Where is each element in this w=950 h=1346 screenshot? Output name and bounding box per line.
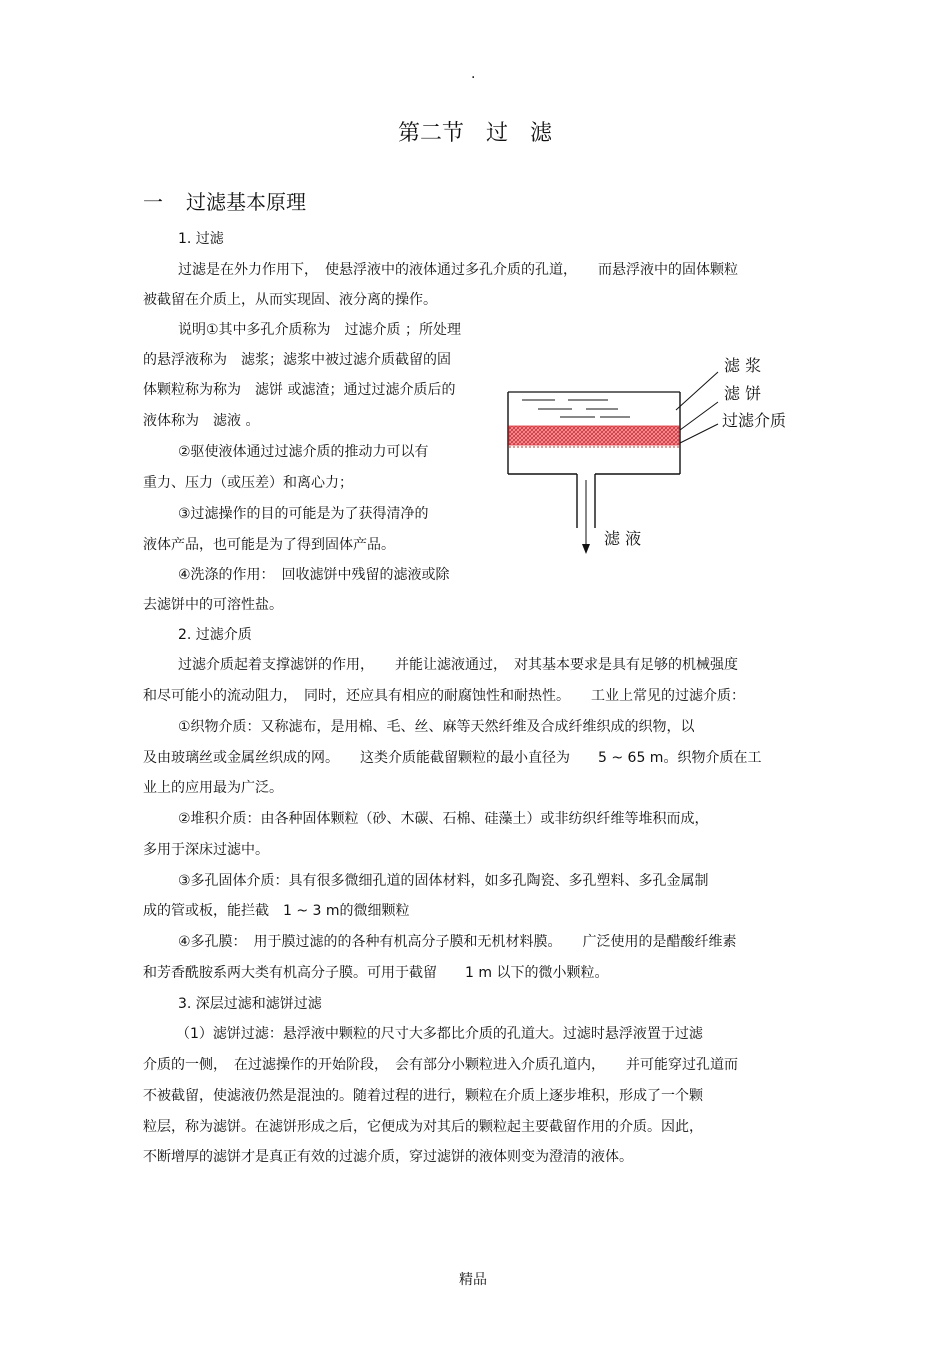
paragraph-line: 不断增厚的滤饼才是真正有效的过滤介质，穿过滤饼的液体则变为澄清的液体。 [143, 1149, 633, 1165]
subsection-heading-2: 2. 过滤介质 [178, 627, 252, 643]
paragraph-line: 及由玻璃丝或金属丝织成的网。 这类介质能截留颗粒的最小直径为 5 ~ 65 m。织物介质在工 [143, 750, 762, 766]
vessel-walls [508, 392, 680, 528]
filtrate-arrow [582, 480, 590, 554]
note-line: ②驱使液体通过过滤介质的推动力可以有 [178, 444, 429, 460]
section-number: 一 [143, 190, 163, 214]
paragraph-line: 过滤介质起着支撑滤饼的作用， 并能让滤液通过， 对其基本要求是具有足够的机械强度 [178, 657, 738, 673]
header-mark: . [471, 66, 476, 82]
paragraph-line: ②堆积介质：由各种固体颗粒（砂、木碳、石棉、硅藻土）或非纺织纤维等堆积而成， [178, 811, 709, 827]
label-filtrate: 滤 液 [604, 529, 642, 548]
paragraph-line: 被截留在介质上，从而实现固、液分离的操作。 [143, 292, 437, 308]
paragraph-line: （1）滤饼过滤：悬浮液中颗粒的尺寸大多都比介质的孔道大。过滤时悬浮液置于过滤 [176, 1026, 703, 1042]
note-line: 体颗粒称为称为 滤饼 或滤渣；通过过滤介质后的 [143, 382, 456, 398]
paragraph-line: 粒层，称为滤饼。在滤饼形成之后，它便成为对其后的颗粒起主要截留作用的介质。因此， [143, 1119, 703, 1135]
paragraph-line: 和尽可能小的流动阻力， 同时，还应具有相应的耐腐蚀性和耐热性。 工业上常见的过滤介质： [143, 688, 745, 704]
label-filter-cake: 滤 饼 [724, 384, 762, 403]
label-slurry: 滤 浆 [724, 356, 762, 375]
leader-lines [676, 372, 718, 443]
note-line: ③过滤操作的目的可能是为了获得清净的 [178, 506, 429, 522]
label-filter-medium: 过滤介质 [722, 411, 787, 430]
page-footer: 精品 [459, 1272, 487, 1288]
page-title: 第二节 过 滤 [397, 121, 552, 146]
note-line: 液体称为 滤液 。 [143, 413, 260, 429]
slurry-liquid [522, 400, 630, 417]
paragraph-line: 介质的一侧， 在过滤操作的开始阶段， 会有部分小颗粒进入介质孔道内， 并可能穿过孔道而 [143, 1057, 738, 1073]
paragraph-line: ③多孔固体介质：具有很多微细孔道的固体材料，如多孔陶瓷、多孔塑料、多孔金属制 [178, 873, 709, 889]
note-line: 去滤饼中的可溶性盐。 [143, 597, 283, 613]
paragraph-line: ①织物介质：又称滤布，是用棉、毛、丝、麻等天然纤维及合成纤维织成的织物，以 [178, 719, 695, 735]
note-line: ④洗涤的作用： 回收滤饼中残留的滤液或除 [178, 567, 450, 583]
paragraph-line: 不被截留，使滤液仍然是混浊的。随着过程的进行，颗粒在介质上逐步堆积，形成了一个颗 [143, 1088, 703, 1104]
note-line: 重力、压力（或压差）和离心力； [143, 475, 353, 491]
paragraph-line: ④多孔膜： 用于膜过滤的的各种有机高分子膜和无机材料膜。 广泛使用的是醋酸纤维素 [178, 934, 737, 950]
paragraph-line: 成的管或板，能拦截 1 ~ 3 m的微细颗粒 [143, 903, 410, 919]
paragraph-line: 多用于深床过滤中。 [143, 842, 269, 858]
subsection-heading-1: 1. 过滤 [178, 231, 224, 247]
paragraph-line: 业上的应用最为广泛。 [143, 780, 283, 796]
paragraph-line: 过滤是在外力作用下， 使悬浮液中的液体通过多孔介质的孔道， 而悬浮液中的固体颗粒 [178, 262, 738, 278]
note-line: 说明①其中多孔介质称为 过滤介质 ；所处理 [178, 322, 461, 338]
subsection-heading-3: 3. 深层过滤和滤饼过滤 [178, 996, 322, 1012]
paragraph-line: 和芳香酰胺系两大类有机高分子膜。可用于截留 1 m 以下的微小颗粒。 [143, 965, 609, 981]
section-title: 过滤基本原理 [186, 190, 306, 214]
filter-cake-layer [509, 426, 679, 445]
note-line: 的悬浮液称为 滤浆；滤浆中被过滤介质截留的固 [143, 352, 451, 368]
filtration-diagram [500, 350, 800, 560]
note-line: 液体产品，也可能是为了得到固体产品。 [143, 537, 395, 553]
